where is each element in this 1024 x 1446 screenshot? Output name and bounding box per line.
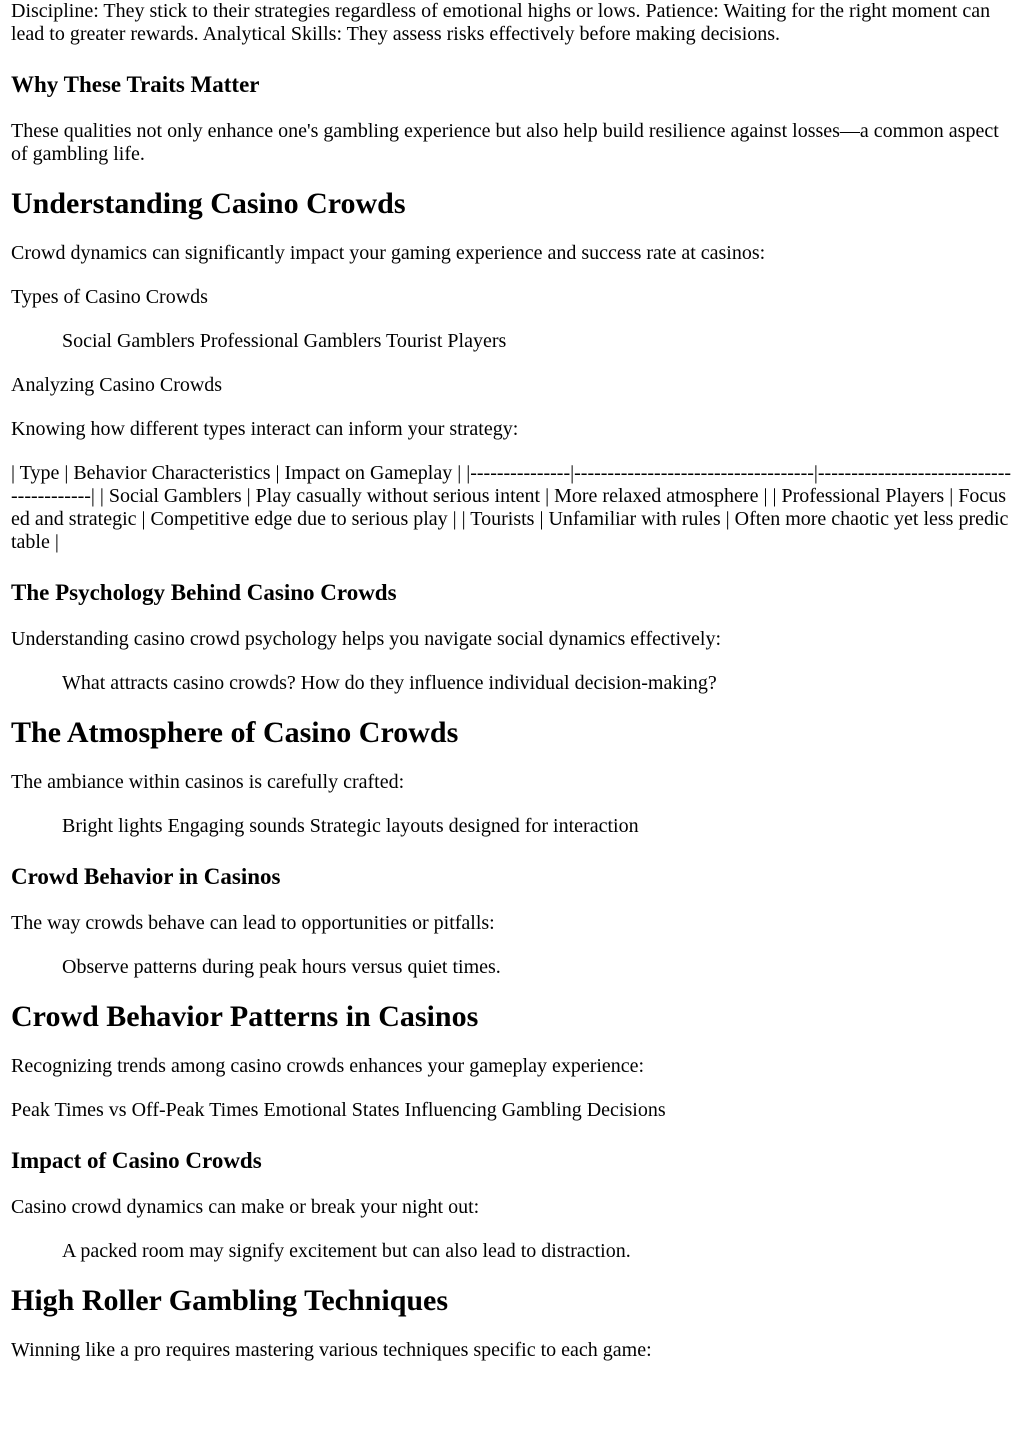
traits-paragraph: Discipline: They stick to their strategies regardless of emotional highs or lows. Patience: Waiting for the right moment can lead to greater rewards. Analytical Skills: They assess risks effectively before making decisions. xyxy=(11,0,991,45)
psychology-intro: Understanding casino crowd psychology helps you navigate social dynamics effectively: xyxy=(11,628,721,650)
atmosphere-intro: The ambiance within casinos is carefully crafted: xyxy=(11,771,405,793)
high-roller-heading: High Roller Gambling Techniques xyxy=(11,1284,449,1317)
high-roller-intro: Winning like a pro requires mastering various techniques specific to each game: xyxy=(11,1339,652,1361)
atmosphere-quote: Bright lights Engaging sounds Strategic layouts designed for interaction xyxy=(62,815,639,837)
crowd-behavior-heading: Crowd Behavior in Casinos xyxy=(11,864,281,889)
why-traits-heading: Why These Traits Matter xyxy=(11,72,260,97)
impact-intro: Casino crowd dynamics can make or break your night out: xyxy=(11,1196,480,1218)
analyzing-crowds-intro: Knowing how different types interact can inform your strategy: xyxy=(11,418,519,440)
atmosphere-heading: The Atmosphere of Casino Crowds xyxy=(11,716,459,749)
crowd-types-table-text: | Type | Behavior Characteristics | Impact on Gameplay | |---------------|------------------------------------|-----------------------------------------| | Social Gamblers | Play casually without serious intent | More relaxed atmosphere | | Professional Players | Focused and strategic | Competitive edge due to serious play | | Tourists | Unfamiliar with rules | Often more chaotic yet less predictable | xyxy=(11,462,1012,553)
why-traits-paragraph: These qualities not only enhance one's gambling experience but also help build resilience against losses—a common aspect of gambling life. xyxy=(11,120,999,165)
impact-heading: Impact of Casino Crowds xyxy=(11,1148,262,1173)
impact-quote: A packed room may signify excitement but can also lead to distraction. xyxy=(62,1240,631,1262)
crowd-behavior-intro: The way crowds behave can lead to opportunities or pitfalls: xyxy=(11,912,495,934)
crowd-behavior-quote: Observe patterns during peak hours versus quiet times. xyxy=(62,956,501,978)
patterns-list: Peak Times vs Off-Peak Times Emotional States Influencing Gambling Decisions xyxy=(11,1099,666,1121)
psychology-quote: What attracts casino crowds? How do they influence individual decision-making? xyxy=(62,672,717,694)
understanding-crowds-heading: Understanding Casino Crowds xyxy=(11,187,406,220)
analyzing-crowds-label: Analyzing Casino Crowds xyxy=(11,374,223,396)
patterns-heading: Crowd Behavior Patterns in Casinos xyxy=(11,1000,479,1033)
types-of-crowds-list: Social Gamblers Professional Gamblers Tourist Players xyxy=(62,330,507,352)
types-of-crowds-label: Types of Casino Crowds xyxy=(11,286,208,308)
psychology-heading: The Psychology Behind Casino Crowds xyxy=(11,580,397,605)
patterns-intro: Recognizing trends among casino crowds enhances your gameplay experience: xyxy=(11,1055,645,1077)
understanding-crowds-intro: Crowd dynamics can significantly impact your gaming experience and success rate at casinos: xyxy=(11,242,766,264)
